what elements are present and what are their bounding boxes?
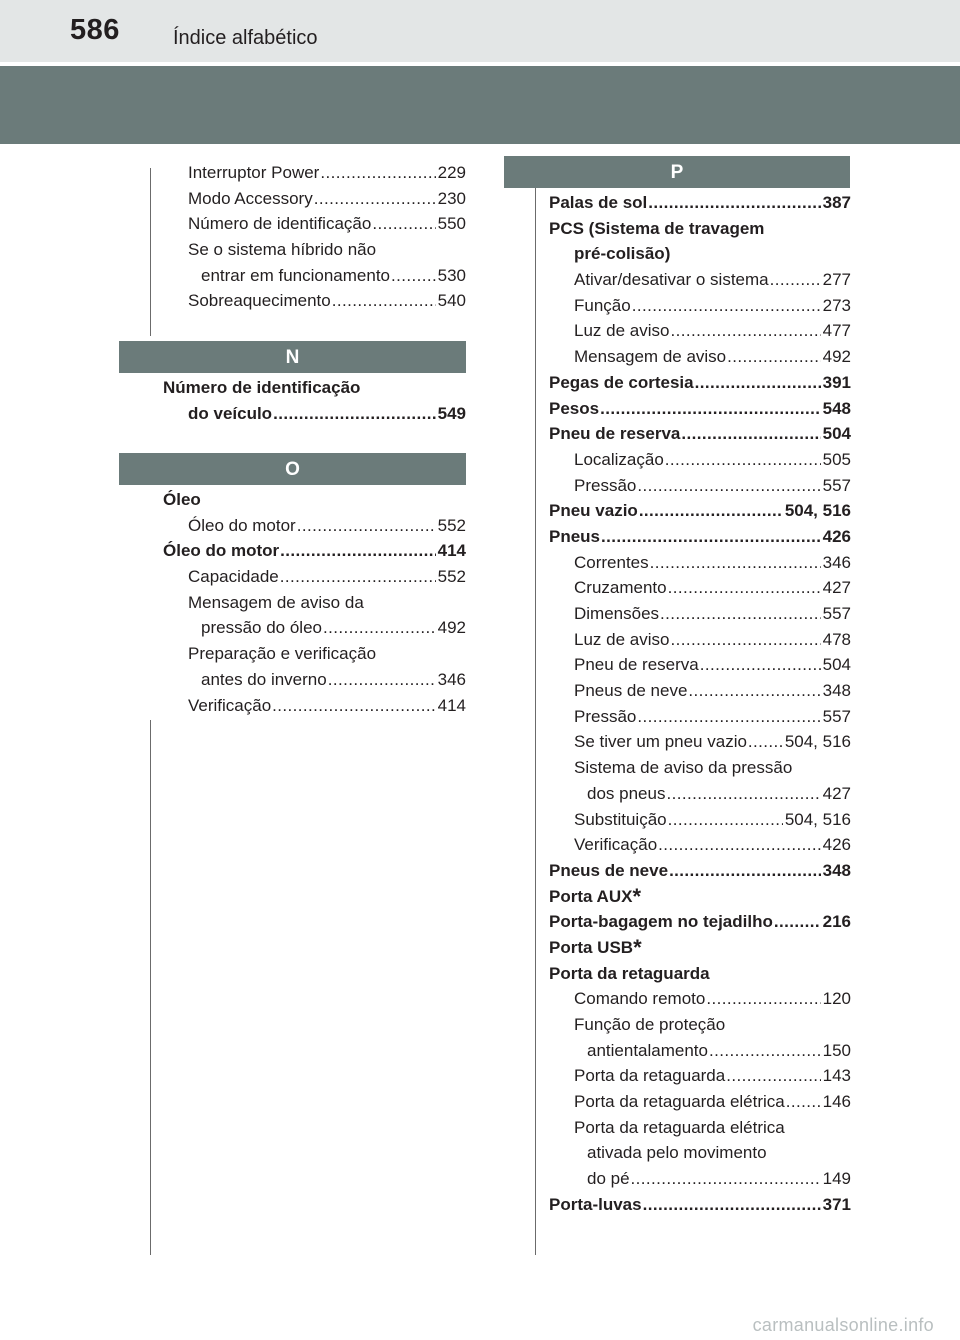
page-reference: 557 xyxy=(822,604,851,623)
watermark: carmanualsonline.info xyxy=(752,1315,934,1335)
index-entry xyxy=(163,487,466,513)
index-entry xyxy=(549,704,851,730)
index-entry xyxy=(163,237,466,263)
index-entry xyxy=(549,1192,851,1218)
page-reference: 492 xyxy=(822,347,851,367)
index-entry xyxy=(163,401,466,427)
entry-term: Porta USB xyxy=(549,937,634,957)
index-entry xyxy=(549,421,851,447)
leader-dots xyxy=(774,909,821,935)
index-entry: Porta AUX * xyxy=(549,883,642,909)
index-entry xyxy=(549,396,851,422)
leader-dots xyxy=(670,627,820,653)
entry-term: Porta da retaguarda xyxy=(549,963,710,983)
entry-term: Pneu de reserva xyxy=(549,424,681,444)
index-entry xyxy=(549,293,851,319)
page-reference: 552 xyxy=(437,567,466,587)
page-header xyxy=(0,0,960,62)
index-entry xyxy=(549,1012,851,1038)
entry-term: Pegas de cortesia xyxy=(549,372,694,392)
entry-term: Comando remoto xyxy=(574,989,706,1009)
leader-dots xyxy=(637,473,820,499)
entry-term: Se tiver um pneu vazio xyxy=(574,732,747,752)
leader-dots xyxy=(273,401,436,427)
leader-dots xyxy=(323,615,436,641)
index-entry xyxy=(549,1063,851,1089)
page-title: Índice alfabético xyxy=(173,27,318,49)
index-entry xyxy=(549,652,851,678)
index-entry xyxy=(549,961,851,987)
page-reference: 277 xyxy=(822,270,851,290)
entry-term: Função de proteção xyxy=(574,1015,726,1034)
page-reference: 150 xyxy=(822,1040,851,1060)
page-reference: 557 xyxy=(822,475,851,495)
entry-term: Óleo do motor xyxy=(188,515,296,535)
page-reference: 557 xyxy=(822,706,851,726)
leader-dots xyxy=(681,421,820,447)
entry-term: dos pneus xyxy=(587,783,666,803)
page-reference: 427 xyxy=(822,783,851,803)
leader-dots xyxy=(297,513,436,539)
entry-term: Porta da retaguarda elétrica xyxy=(574,1117,785,1137)
index-entry xyxy=(163,615,466,641)
index-entry xyxy=(549,1115,851,1141)
leader-dots xyxy=(658,832,820,858)
entry-term: Palas de sol xyxy=(549,193,648,212)
page-reference: 346 xyxy=(437,669,466,689)
leader-dots xyxy=(637,704,820,730)
page-reference: 550 xyxy=(437,214,466,234)
page-reference: 492 xyxy=(437,618,466,638)
page-reference: 346 xyxy=(822,552,851,572)
entry-term: Substituição xyxy=(574,809,667,829)
page-reference: 505 xyxy=(822,449,851,469)
index-entry xyxy=(549,986,851,1012)
left-column-rule-lower xyxy=(150,720,151,1255)
entry-term: Luz de aviso xyxy=(574,321,670,341)
index-entry xyxy=(549,216,851,242)
entry-term: Sistema de aviso da pressão xyxy=(574,758,793,778)
leader-dots xyxy=(648,190,820,216)
entry-term: pressão do óleo xyxy=(201,618,322,638)
leader-dots xyxy=(726,1063,820,1089)
index-entry xyxy=(549,627,851,653)
leader-dots xyxy=(643,1192,821,1218)
page-reference: 216 xyxy=(822,912,851,932)
index-entry xyxy=(163,263,466,289)
index-entry xyxy=(549,370,851,396)
entry-term: Pneus de neve xyxy=(574,681,688,701)
entry-term: Função xyxy=(574,295,631,315)
leader-dots xyxy=(314,186,436,212)
index-entry: Porta USB * xyxy=(549,934,642,960)
leader-dots xyxy=(666,781,820,807)
index-entry xyxy=(549,447,851,473)
entry-term: Porta AUX xyxy=(549,886,633,906)
entry-term: Verificação xyxy=(188,695,272,715)
page-number: 586 xyxy=(70,14,120,46)
page-reference: 504, 516 xyxy=(784,732,851,752)
page-reference: 387 xyxy=(822,193,851,212)
index-entry xyxy=(163,186,466,212)
page-reference: 120 xyxy=(822,989,851,1009)
entry-term: Modo Accessory xyxy=(188,188,313,208)
entry-term: Óleo xyxy=(163,490,201,509)
entry-term: Capacidade xyxy=(188,567,279,587)
entry-term: Pneus xyxy=(549,526,601,546)
leader-dots xyxy=(631,1166,821,1192)
entry-term: Pneus de neve xyxy=(549,860,669,880)
entry-term: pré-colisão) xyxy=(574,244,671,264)
index-entry xyxy=(549,1166,851,1192)
entry-term: Mensagem de aviso da xyxy=(188,592,364,612)
entry-term: Pesos xyxy=(549,398,600,418)
leader-dots xyxy=(665,447,821,473)
index-entry xyxy=(549,318,851,344)
page-reference: 504, 516 xyxy=(784,809,851,829)
index-entry xyxy=(549,1140,851,1166)
page-reference: 391 xyxy=(822,372,851,392)
leader-dots xyxy=(320,160,435,186)
entry-term: Pneu de reserva xyxy=(574,655,699,675)
leader-dots xyxy=(670,318,820,344)
entry-term: Ativar/desativar o sistema xyxy=(574,270,769,290)
index-entry xyxy=(163,538,466,564)
section-header-p: P xyxy=(504,156,850,188)
leader-dots xyxy=(280,538,435,564)
section-header-n: N xyxy=(119,341,466,373)
entry-term: do veículo xyxy=(188,403,273,423)
index-entry xyxy=(549,267,851,293)
page-reference: 504 xyxy=(822,655,851,675)
index-entry xyxy=(549,781,851,807)
page-reference: 426 xyxy=(822,526,851,546)
leader-dots xyxy=(272,693,435,719)
page-reference: 348 xyxy=(822,681,851,701)
index-entry xyxy=(549,1038,851,1064)
page-reference: 230 xyxy=(437,188,466,208)
leader-dots xyxy=(709,1038,821,1064)
leader-dots xyxy=(700,652,821,678)
index-entry xyxy=(163,288,466,314)
leader-dots xyxy=(727,344,820,370)
leader-dots xyxy=(601,524,821,550)
index-section-p xyxy=(549,190,851,1218)
entry-term: Número de identificação xyxy=(188,214,372,234)
index-entry xyxy=(549,832,851,858)
leader-dots xyxy=(332,288,436,314)
entry-term: Se o sistema híbrido não xyxy=(188,240,377,260)
index-entry xyxy=(163,590,466,616)
page-reference: 146 xyxy=(822,1092,851,1112)
entry-term: Interruptor Power xyxy=(188,163,320,182)
page-reference: 478 xyxy=(822,629,851,649)
index-entry xyxy=(549,344,851,370)
entry-term: Correntes xyxy=(574,552,649,572)
entry-term: entrar em funcionamento xyxy=(201,265,390,285)
index-entry xyxy=(549,550,851,576)
index-entry xyxy=(549,241,851,267)
index-entry xyxy=(549,498,851,524)
page-reference: 371 xyxy=(822,1194,851,1214)
leader-dots xyxy=(632,293,821,319)
leader-dots xyxy=(668,575,821,601)
entry-term: Porta da retaguarda xyxy=(574,1066,726,1086)
leader-dots xyxy=(660,601,821,627)
page-reference: 149 xyxy=(822,1169,851,1189)
entry-term: Pneu vazio xyxy=(549,501,638,521)
page-reference: 504 xyxy=(822,424,851,444)
leader-dots xyxy=(668,807,783,833)
page-reference: 143 xyxy=(822,1066,851,1086)
page-reference: 540 xyxy=(437,291,466,311)
page-reference: 414 xyxy=(437,541,466,561)
index-entry xyxy=(549,755,851,781)
leader-dots xyxy=(748,729,783,755)
index-entry xyxy=(549,1089,851,1115)
index-entry xyxy=(549,729,851,755)
index-entry xyxy=(163,375,466,401)
index-entry xyxy=(549,858,851,884)
index-entry xyxy=(549,807,851,833)
page-reference: 427 xyxy=(822,578,851,598)
index-entry xyxy=(549,190,851,216)
index-entry xyxy=(163,641,466,667)
index-entry xyxy=(163,513,466,539)
index-entry xyxy=(549,524,851,550)
leader-dots xyxy=(639,498,783,524)
entry-term: PCS (Sistema de travagem xyxy=(549,218,765,238)
entry-term: Dimensões xyxy=(574,604,660,623)
page-reference: 552 xyxy=(437,515,466,535)
leader-dots xyxy=(688,678,820,704)
leader-dots xyxy=(695,370,821,396)
index-entry xyxy=(549,601,851,627)
index-column-left-continued xyxy=(163,160,466,314)
right-column-rule xyxy=(535,188,536,1255)
entry-term: Cruzamento xyxy=(574,578,667,598)
header-band xyxy=(0,66,960,144)
index-entry xyxy=(163,667,466,693)
leader-dots xyxy=(669,858,821,884)
index-entry xyxy=(163,160,466,186)
leader-dots xyxy=(706,986,820,1012)
entry-term: ativada pelo movimento xyxy=(587,1143,767,1163)
page-reference: 273 xyxy=(822,295,851,315)
leader-dots xyxy=(391,263,436,289)
index-section-o xyxy=(163,487,466,718)
leader-dots xyxy=(786,1089,821,1115)
entry-term: Pressão xyxy=(574,706,637,726)
leader-dots xyxy=(328,667,436,693)
entry-term: Número de identificação xyxy=(163,378,361,397)
page-reference: 414 xyxy=(437,695,466,715)
entry-term: Localização xyxy=(574,449,664,469)
index-entry xyxy=(549,473,851,499)
entry-term: Pressão xyxy=(574,475,637,495)
index-entry xyxy=(163,211,466,237)
index-entry xyxy=(163,564,466,590)
page-reference: 477 xyxy=(822,321,851,341)
leader-dots xyxy=(770,267,821,293)
index-entry xyxy=(549,909,851,935)
section-header-o: O xyxy=(119,453,466,485)
entry-term: Mensagem de aviso xyxy=(574,347,727,367)
entry-term: Porta-bagagem no tejadilho xyxy=(549,912,773,932)
page-reference: 348 xyxy=(822,860,851,880)
page-reference: 530 xyxy=(437,265,466,285)
index-entry xyxy=(549,575,851,601)
page-reference: 549 xyxy=(437,403,466,423)
page-reference: 504, 516 xyxy=(784,501,851,521)
entry-term: Sobreaquecimento xyxy=(188,291,331,311)
leader-dots xyxy=(600,396,821,422)
page-reference: 548 xyxy=(822,398,851,418)
index-entry xyxy=(549,678,851,704)
index-entry xyxy=(163,693,466,719)
entry-term: antientalamento xyxy=(587,1040,708,1060)
page-reference: 426 xyxy=(822,835,851,855)
entry-term: Porta da retaguarda elétrica xyxy=(574,1092,785,1112)
index-section-n xyxy=(163,375,466,426)
entry-term: Luz de aviso xyxy=(574,629,670,649)
leader-dots xyxy=(650,550,821,576)
entry-term: Porta-luvas xyxy=(549,1194,642,1214)
entry-term: Verificação xyxy=(574,835,658,855)
entry-term: do pé xyxy=(587,1169,630,1189)
entry-term: antes do inverno xyxy=(201,669,327,689)
leader-dots xyxy=(280,564,436,590)
leader-dots xyxy=(372,211,435,237)
page-reference: 229 xyxy=(437,163,466,182)
left-column-rule xyxy=(150,168,151,336)
entry-term: Óleo do motor xyxy=(163,541,280,561)
entry-term: Preparação e verificação xyxy=(188,644,377,664)
